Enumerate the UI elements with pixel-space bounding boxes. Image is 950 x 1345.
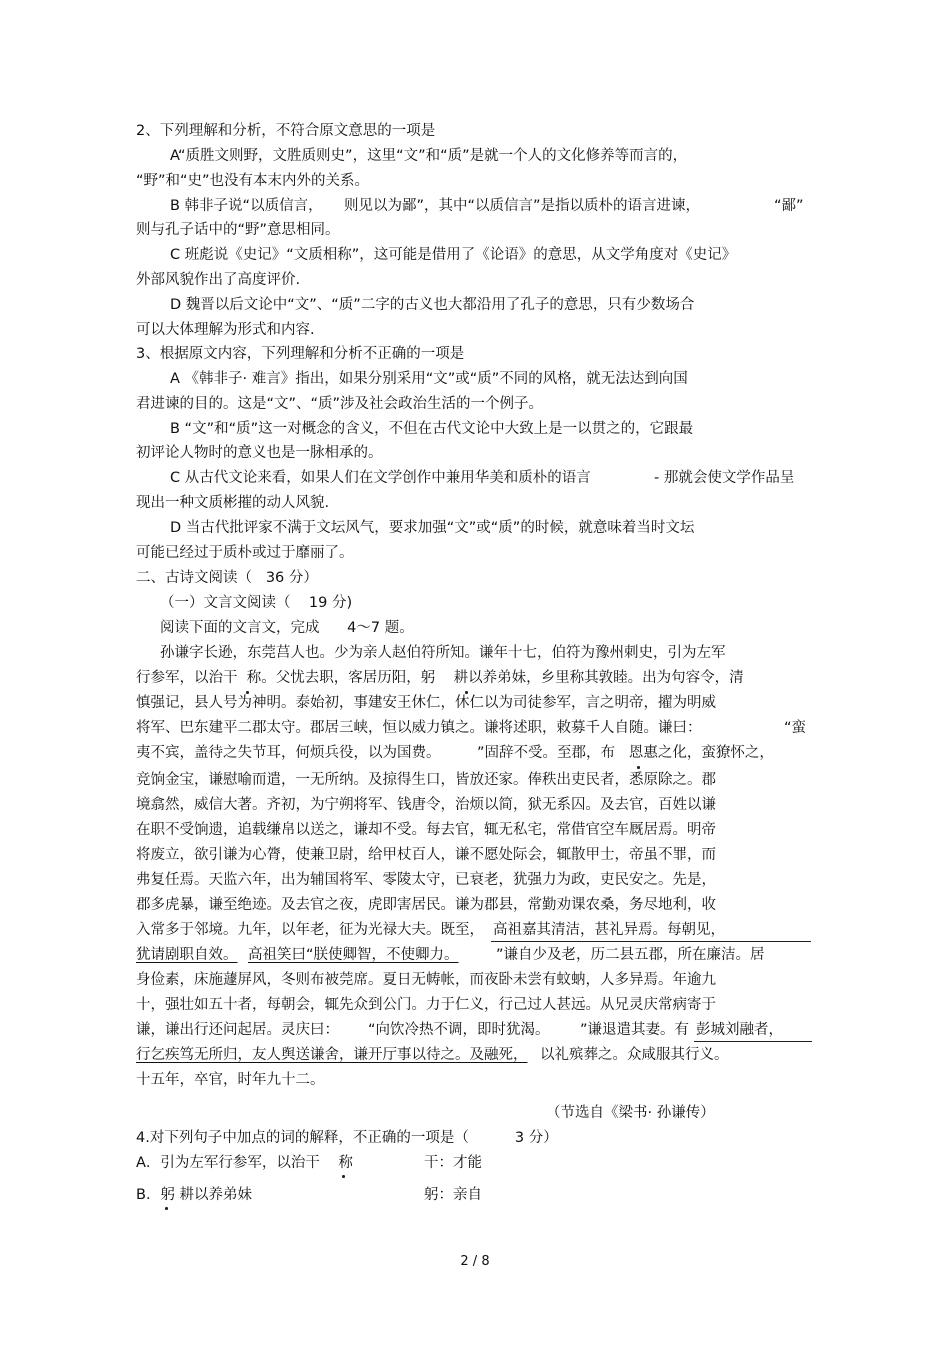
q3-option-d-line1: D 当古代批评家不满于文坛风气，要求加强“文”或“质”的时候，就意味着当时文坛 [170, 520, 695, 536]
q2-option-c-line1: C 班彪说《史记》“文质相称”，这可能是借用了《论语》的意思，从文学角度对《史记》 [170, 247, 737, 263]
passage-line: 身俭素，床施蘧屏风，冬则布被莞席。夏日无帱帐，而夜卧未尝有蚊蚋，人多异焉。年逾九 [136, 972, 716, 988]
q3-option-c-line2: 现出一种文质彬摧的动人风貌. [136, 495, 330, 511]
q3-stem: 3、根据原文内容，下列理解和分析不正确的一项是 [136, 346, 465, 362]
passage-line: 弗复任焉。天监六年，出为辅国将军、零陵太守，已衰老，犹强力为政，吏民安之。先是， [136, 872, 716, 888]
passage-line: 境翕然，威信大著。齐初，为宁朔将军、钱唐令，治烦以简，狱无系囚。及去官，百姓以谦 [136, 797, 716, 813]
q3-option-a-line2: 君进谏的目的。这是“文”、“质”涉及社会政治生活的一个例子。 [136, 396, 544, 412]
passage-line: “向饮冷热不调，即时犹渴。 [368, 1022, 550, 1038]
q4-option-a: A．引为左军行参军，以治干 称 [136, 1155, 353, 1171]
q3-option-b-line1: B “文”和“质”这一对概念的含义，不但在古代文论中大致上是一以贯之的，它跟最 [170, 421, 694, 437]
passage-underlined: 高祖嘉其清洁，甚礼异焉。每朝见， [493, 922, 725, 938]
q4-option-a-gloss: 干：才能 [424, 1155, 482, 1171]
passage-line: 将军、巴东建平二郡太守。郡居三峡，恒以威力镇之。谦将述职，敕募千人自随。谦曰： [136, 720, 702, 736]
q3-option-b-line2: 初评论人物时的意义也是一脉相承的。 [136, 445, 383, 461]
passage-line: 在职不受饷遗，追载缣帛以送之，谦却不受。每去官，辄无私宅，常借官空车厩居焉。明帝 [136, 822, 716, 838]
passage-line: 谦，谦出行还问起居。灵庆曰： [136, 1022, 339, 1038]
q3-option-d-line2: 可能已经过于质朴或过于靡丽了。 [136, 545, 354, 561]
q4-option-b-gloss: 躬：亲自 [424, 1187, 482, 1203]
q2-option-c-line2: 外部风貌作出了高度评价. [136, 272, 301, 288]
passage-source: （节选自《梁书· 孙谦传） [546, 1105, 715, 1121]
reading-instruction: 阅读下面的文言文，完成 4～7 题。 [160, 620, 414, 636]
q2-option-a-line2: “野”和“史”也没有本末内外的关系。 [136, 173, 370, 189]
q2-option-b-line1a: B 韩非子说“以质信言， [170, 198, 323, 214]
q2-option-a-line1: A“质胜文则野，文胜质则史”，这里“文”和“质”是就一个人的文化修养等而言的， [170, 148, 688, 164]
passage-line: 将废立，欲引谦为心膂，使兼卫尉，给甲杖百人，谦不愿处际会，辄散甲士，帝虽不罪，而 [136, 847, 716, 863]
q4-stem: 4.对下列句子中加点的词的解释，不正确的一项是（ 3 分） [136, 1130, 558, 1146]
emphasis-dot [342, 1175, 345, 1178]
page-number: 2 / 8 [460, 1254, 490, 1269]
passage-underlined: 犹请剧职自效。 [136, 947, 238, 963]
underline-rule [491, 941, 811, 942]
q2-option-b-line1c: “鄙” [774, 198, 804, 214]
q4-option-b: B．躬 耕以养弟妹 [136, 1187, 253, 1203]
passage-line: ”谦自少及老，历二县五郡，所在廉洁。居 [496, 947, 765, 963]
passage-line: 孙谦字长逊，东莞莒人也。少为亲人赵伯符所知。谦年十七，伯符为豫州刺史，引为左军 [160, 645, 726, 661]
underline-rule [694, 1041, 812, 1042]
passage-line: ”固辞不受。至郡，布 恩惠之化，蛮獠怀之， [477, 745, 774, 761]
q2-stem: 2、下列理解和分析，不符合原文意思的一项是 [136, 123, 436, 139]
passage-line: “蛮 [784, 720, 807, 736]
section-title: 二、古诗文阅读（ 36 分） [136, 570, 318, 586]
q2-option-d-line2: 可以大体理解为形式和内容. [136, 322, 315, 338]
passage-line: 夷不宾，盖待之失节耳，何烦兵役，以为国费。 [136, 745, 441, 761]
q3-option-c-line1b: - 那就会使文学作品呈 [654, 470, 795, 486]
passage-underlined: 高祖笑曰“朕使卿智，不使卿力。 [248, 947, 459, 963]
q3-option-c-line1a: C 从古代文论来看，如果人们在文学创作中兼用华美和质朴的语言 [170, 470, 591, 486]
passage-line: 郡多虎暴，谦至绝迹。及去官之夜，虎即害居民。谦为郡县，常勤劝课农桑，务尽地利，收 [136, 897, 716, 913]
passage-line: 以礼殡葬之。众咸服其行义。 [540, 1047, 729, 1063]
passage-underlined: 彭城刘融者， [696, 1022, 783, 1038]
passage-line: 入常多于邻境。九年，以年老，征为光禄大夫。既至， [136, 922, 484, 938]
passage-line: 行参军，以治干 称。父忧去职，客居历阳，躬 耕以养弟妹，乡里称其敦睦。出为句容令，清 [136, 670, 744, 686]
section-subtitle: （一）文言文阅读（ 19 分) [160, 595, 353, 611]
q2-option-b-line2: 则与孔子话中的“野”意思相同。 [136, 222, 340, 238]
passage-line: 十，强壮如五十者，每朝会，辄先众到公门。力于仁义，行己过人甚远。从兄灵庆常病寄于 [136, 997, 716, 1013]
q3-option-a-line1: A 《韩非子· 难言》指出，如果分别采用“文”或“质”不同的风格，就无法达到向国 [170, 371, 688, 387]
passage-line: 竞饷金宝，谦慰喻而遣，一无所纳。及掠得生口，皆放还家。俸秩出吏民者，悉原除之。郡 [136, 772, 716, 788]
passage-line: 十五年，卒官，时年九十二。 [136, 1072, 325, 1088]
q2-option-d-line1: D 魏晋以后文论中“文”、“质”二字的古义也大都沿用了孔子的意思，只有少数场合 [170, 297, 695, 313]
emphasis-dot [165, 1207, 168, 1210]
q2-option-b-line1b: 则见以为鄙”，其中“以质信言”是指以质朴的语言进谏， [344, 198, 701, 214]
passage-line: ”谦退遣其妻。有 [580, 1022, 690, 1038]
passage-underlined: 行乞疾笃无所归，友人舆送谦舍，谦开厅事以待之。及融死， [136, 1047, 528, 1063]
passage-line: 慎强记，县人号为神明。泰始初，事建安王休仁，休仁以为司徒参军，言之明帝，擢为明威 [136, 695, 716, 711]
emphasis-dot [637, 766, 640, 769]
